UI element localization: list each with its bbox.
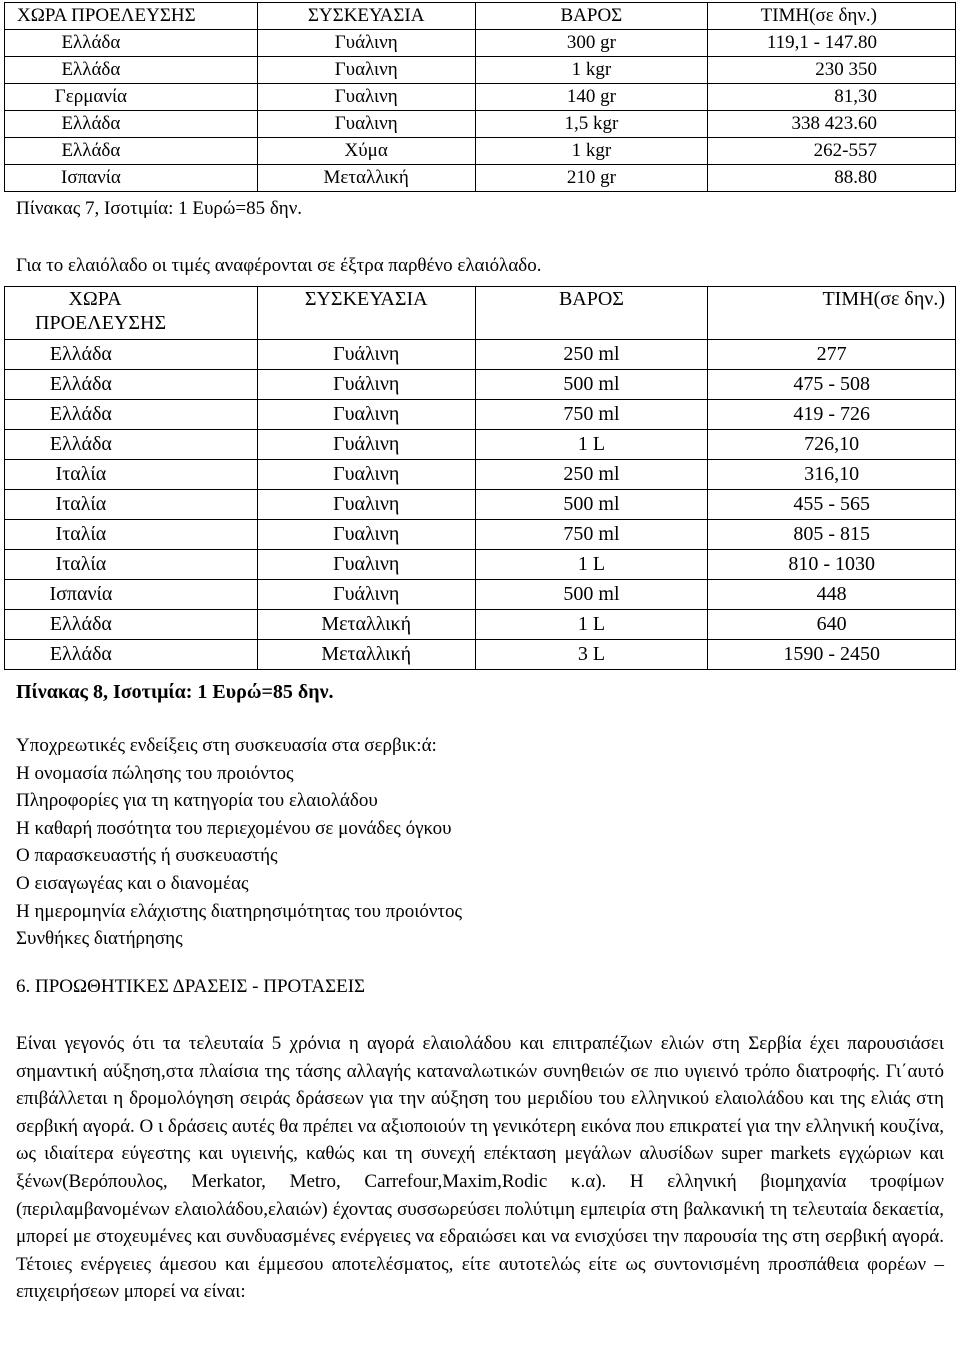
cell-weight: 1 L [475, 430, 708, 460]
cell-packaging: Γυάλινη [257, 430, 475, 460]
cell-price: 119,1 - 147.80 [708, 30, 956, 57]
body-paragraph: Είναι γεγονός ότι τα τελευταία 5 χρόνια η αγορά ελαιολάδου και επιτραπέζιων ελιών στη Σερβία έχει παρουσιάσει σημαντική αύξηση,στα πλαίσια της τάσης αλλαγής καταναλωτικών συνηθειών σε πιο υγιεινό τρόπο διατροφής. Γι΄αυτό επιβάλλεται η δρομολόγηση σειράς δράσεων για την αύξηση του μεριδίου του ελληνικού ελαιολάδου και της ελιάς στη σερβική αγορά. Ο ι δράσεις αυτές θα πρέπει να αξιοποιούν τη γενικότερη εικόνα που επικρατεί για την ελληνική κουζίνα, ως ιδιαίτερα εύγεστης και υγιεινής, καθώς και τη συνεχή επέκταση μεγάλων αλυσίδων super markets εγχώριων και ξένων(Βερόπουλος, Merkator, Metro, Carrefour,Maxim,Rodic κ.α). Η ελληνική βιομηχανία τροφίμων (περιλαμβανομένων ελαιολάδου,ελαιών) έχοντας συσσωρεύσει πολύτιμη εμπειρία στη βαλκανική τη τελευταία δεκαετία, μπορεί με στοχευμένες και συνδυασμένες ενέργειες να εδραιώσει και να ενισχύσει την παρουσία της στη σερβική αγορά. Τέτοιες ενέργειες άμεσου και έμμεσου αποτελέσματος, είτε αυτοτελώς είτε ως συντονισμένη προσπάθεια φορέων – επιχειρήσεων μπορεί να είναι: [16, 1033, 944, 1303]
cell-weight: 750 ml [475, 400, 708, 430]
cell-weight: 1,5 kgr [475, 111, 708, 138]
cell-packaging: Γυαλινη [257, 111, 475, 138]
cell-packaging: Γυαλινη [257, 57, 475, 84]
cell-price: 640 [708, 610, 956, 640]
cell-price: 475 - 508 [708, 370, 956, 400]
cell-country: Ελλάδα [5, 430, 258, 460]
requirement-item: Η ονομασία πώλησης του προιόντος [16, 762, 294, 784]
cell-country: Ισπανία [5, 165, 258, 192]
cell-country: Γερμανία [5, 84, 258, 111]
table-row [5, 400, 956, 430]
cell-weight: 500 ml [475, 490, 708, 520]
table-row [5, 138, 956, 165]
cell-weight: 3 L [475, 640, 708, 670]
header-country: ΧΩΡΑ ΠΡΟΕΛΕΥΣΗΣ [5, 287, 258, 340]
table-row [5, 580, 956, 610]
cell-price: 810 - 1030 [708, 550, 956, 580]
cell-price: 448 [708, 580, 956, 610]
table-7-caption: Πίνακας 7, Ισοτιμία: 1 Ευρώ=85 δην. [16, 198, 303, 219]
cell-packaging: Γυαλινη [257, 84, 475, 111]
requirements-heading: Υποχρεωτικές ενδείξεις στη συσκευασία στα σερβικ:ά: [16, 735, 437, 756]
cell-weight: 750 ml [475, 520, 708, 550]
cell-country: Ελλάδα [5, 30, 258, 57]
table-7 [4, 2, 956, 192]
cell-price: 805 - 815 [708, 520, 956, 550]
cell-country: Ιταλία [5, 490, 258, 520]
header-weight: ΒΑΡΟΣ [475, 3, 708, 30]
cell-country: Ελλάδα [5, 57, 258, 84]
cell-country: Ιταλία [5, 520, 258, 550]
cell-price: 277 [708, 340, 956, 370]
table-8-caption: Πίνακας 8, Ισοτιμία: 1 Ευρώ=85 δην. [16, 681, 334, 703]
header-packaging: ΣΥΣΚΕΥΑΣΙΑ [257, 3, 475, 30]
cell-country: Ελλάδα [5, 138, 258, 165]
cell-weight: 1 L [475, 610, 708, 640]
table-row [5, 165, 956, 192]
cell-country: Ισπανία [5, 580, 258, 610]
cell-price: 81,30 [708, 84, 956, 111]
cell-weight: 1 L [475, 550, 708, 580]
table-row [5, 370, 956, 400]
cell-weight: 250 ml [475, 340, 708, 370]
table-row [5, 111, 956, 138]
cell-price: 1590 - 2450 [708, 640, 956, 670]
table-row [5, 430, 956, 460]
cell-weight: 1 kgr [475, 57, 708, 84]
requirement-item: Πληροφορίες για τη κατηγορία του ελαιολάδου [16, 790, 378, 812]
table-row [5, 460, 956, 490]
cell-packaging: Μεταλλική [257, 165, 475, 192]
cell-country: Ιταλία [5, 550, 258, 580]
cell-weight: 210 gr [475, 165, 708, 192]
table-row [5, 550, 956, 580]
cell-weight: 500 ml [475, 580, 708, 610]
table-7-header [5, 3, 956, 30]
cell-packaging: Γυαλινη [257, 520, 475, 550]
cell-price: 726,10 [708, 430, 956, 460]
cell-price: 88.80 [708, 165, 956, 192]
cell-packaging: Γυαλινη [257, 490, 475, 520]
table-row [5, 340, 956, 370]
cell-country: Ιταλία [5, 460, 258, 490]
requirement-item: Η ημερομηνία ελάχιστης διατηρησιμότητας του προιόντος [16, 900, 463, 922]
requirement-item: Η καθαρή ποσότητα του περιεχομένου σε μονάδες όγκου [16, 817, 452, 839]
cell-weight: 500 ml [475, 370, 708, 400]
cell-price: 230 350 [708, 57, 956, 84]
olive-oil-note: Για το ελαιόλαδο οι τιμές αναφέρονται σε έξτρα παρθένο ελαιόλαδο. [16, 255, 542, 276]
cell-weight: 140 gr [475, 84, 708, 111]
header-price: ΤΙΜΗ(σε δην.) [708, 3, 956, 30]
cell-price: 316,10 [708, 460, 956, 490]
requirement-item: Ο παρασκευαστής ή συσκευαστής [16, 845, 278, 867]
section-title: 6. ΠΡΟΩΘΗΤΙΚΕΣ ΔΡΑΣΕΙΣ - ΠΡΟΤΑΣΕΙΣ [16, 976, 366, 997]
header-price: ΤΙΜΗ(σε δην.) [708, 287, 956, 340]
requirement-item: Ο εισαγωγέας και ο διανομέας [16, 872, 249, 894]
cell-country: Ελλάδα [5, 640, 258, 670]
cell-packaging: Γυάλινη [257, 580, 475, 610]
cell-packaging: Χύμα [257, 138, 475, 165]
requirements-list [16, 732, 462, 953]
cell-weight: 1 kgr [475, 138, 708, 165]
cell-packaging: Μεταλλική [257, 640, 475, 670]
cell-country: Ελλάδα [5, 111, 258, 138]
cell-country: Ελλάδα [5, 610, 258, 640]
table-row [5, 57, 956, 84]
cell-price: 338 423.60 [708, 111, 956, 138]
cell-packaging: Μεταλλική [257, 610, 475, 640]
header-weight: ΒΑΡΟΣ [475, 287, 708, 340]
cell-packaging: Γυάλινη [257, 370, 475, 400]
table-row [5, 84, 956, 111]
cell-country: Ελλάδα [5, 370, 258, 400]
table-row [5, 640, 956, 670]
table-row [5, 30, 956, 57]
table-8-header [5, 287, 956, 340]
cell-price: 262-557 [708, 138, 956, 165]
cell-packaging: Γυαλινη [257, 400, 475, 430]
table-row [5, 490, 956, 520]
header-packaging: ΣΥΣΚΕΥΑΣΙΑ [257, 287, 475, 340]
table-8 [4, 286, 956, 670]
cell-price: 419 - 726 [708, 400, 956, 430]
cell-price: 455 - 565 [708, 490, 956, 520]
requirement-item: Συνθήκες διατήρησης [16, 928, 183, 950]
cell-weight: 250 ml [475, 460, 708, 490]
cell-packaging: Γυάλινη [257, 340, 475, 370]
cell-packaging: Γυαλινη [257, 460, 475, 490]
cell-packaging: Γυάλινη [257, 30, 475, 57]
table-row [5, 610, 956, 640]
cell-country: Ελλάδα [5, 340, 258, 370]
cell-country: Ελλάδα [5, 400, 258, 430]
cell-packaging: Γυαλινη [257, 550, 475, 580]
header-country: ΧΩΡΑ ΠΡΟΕΛΕΥΣΗΣ [5, 3, 258, 30]
cell-weight: 300 gr [475, 30, 708, 57]
table-row [5, 520, 956, 550]
